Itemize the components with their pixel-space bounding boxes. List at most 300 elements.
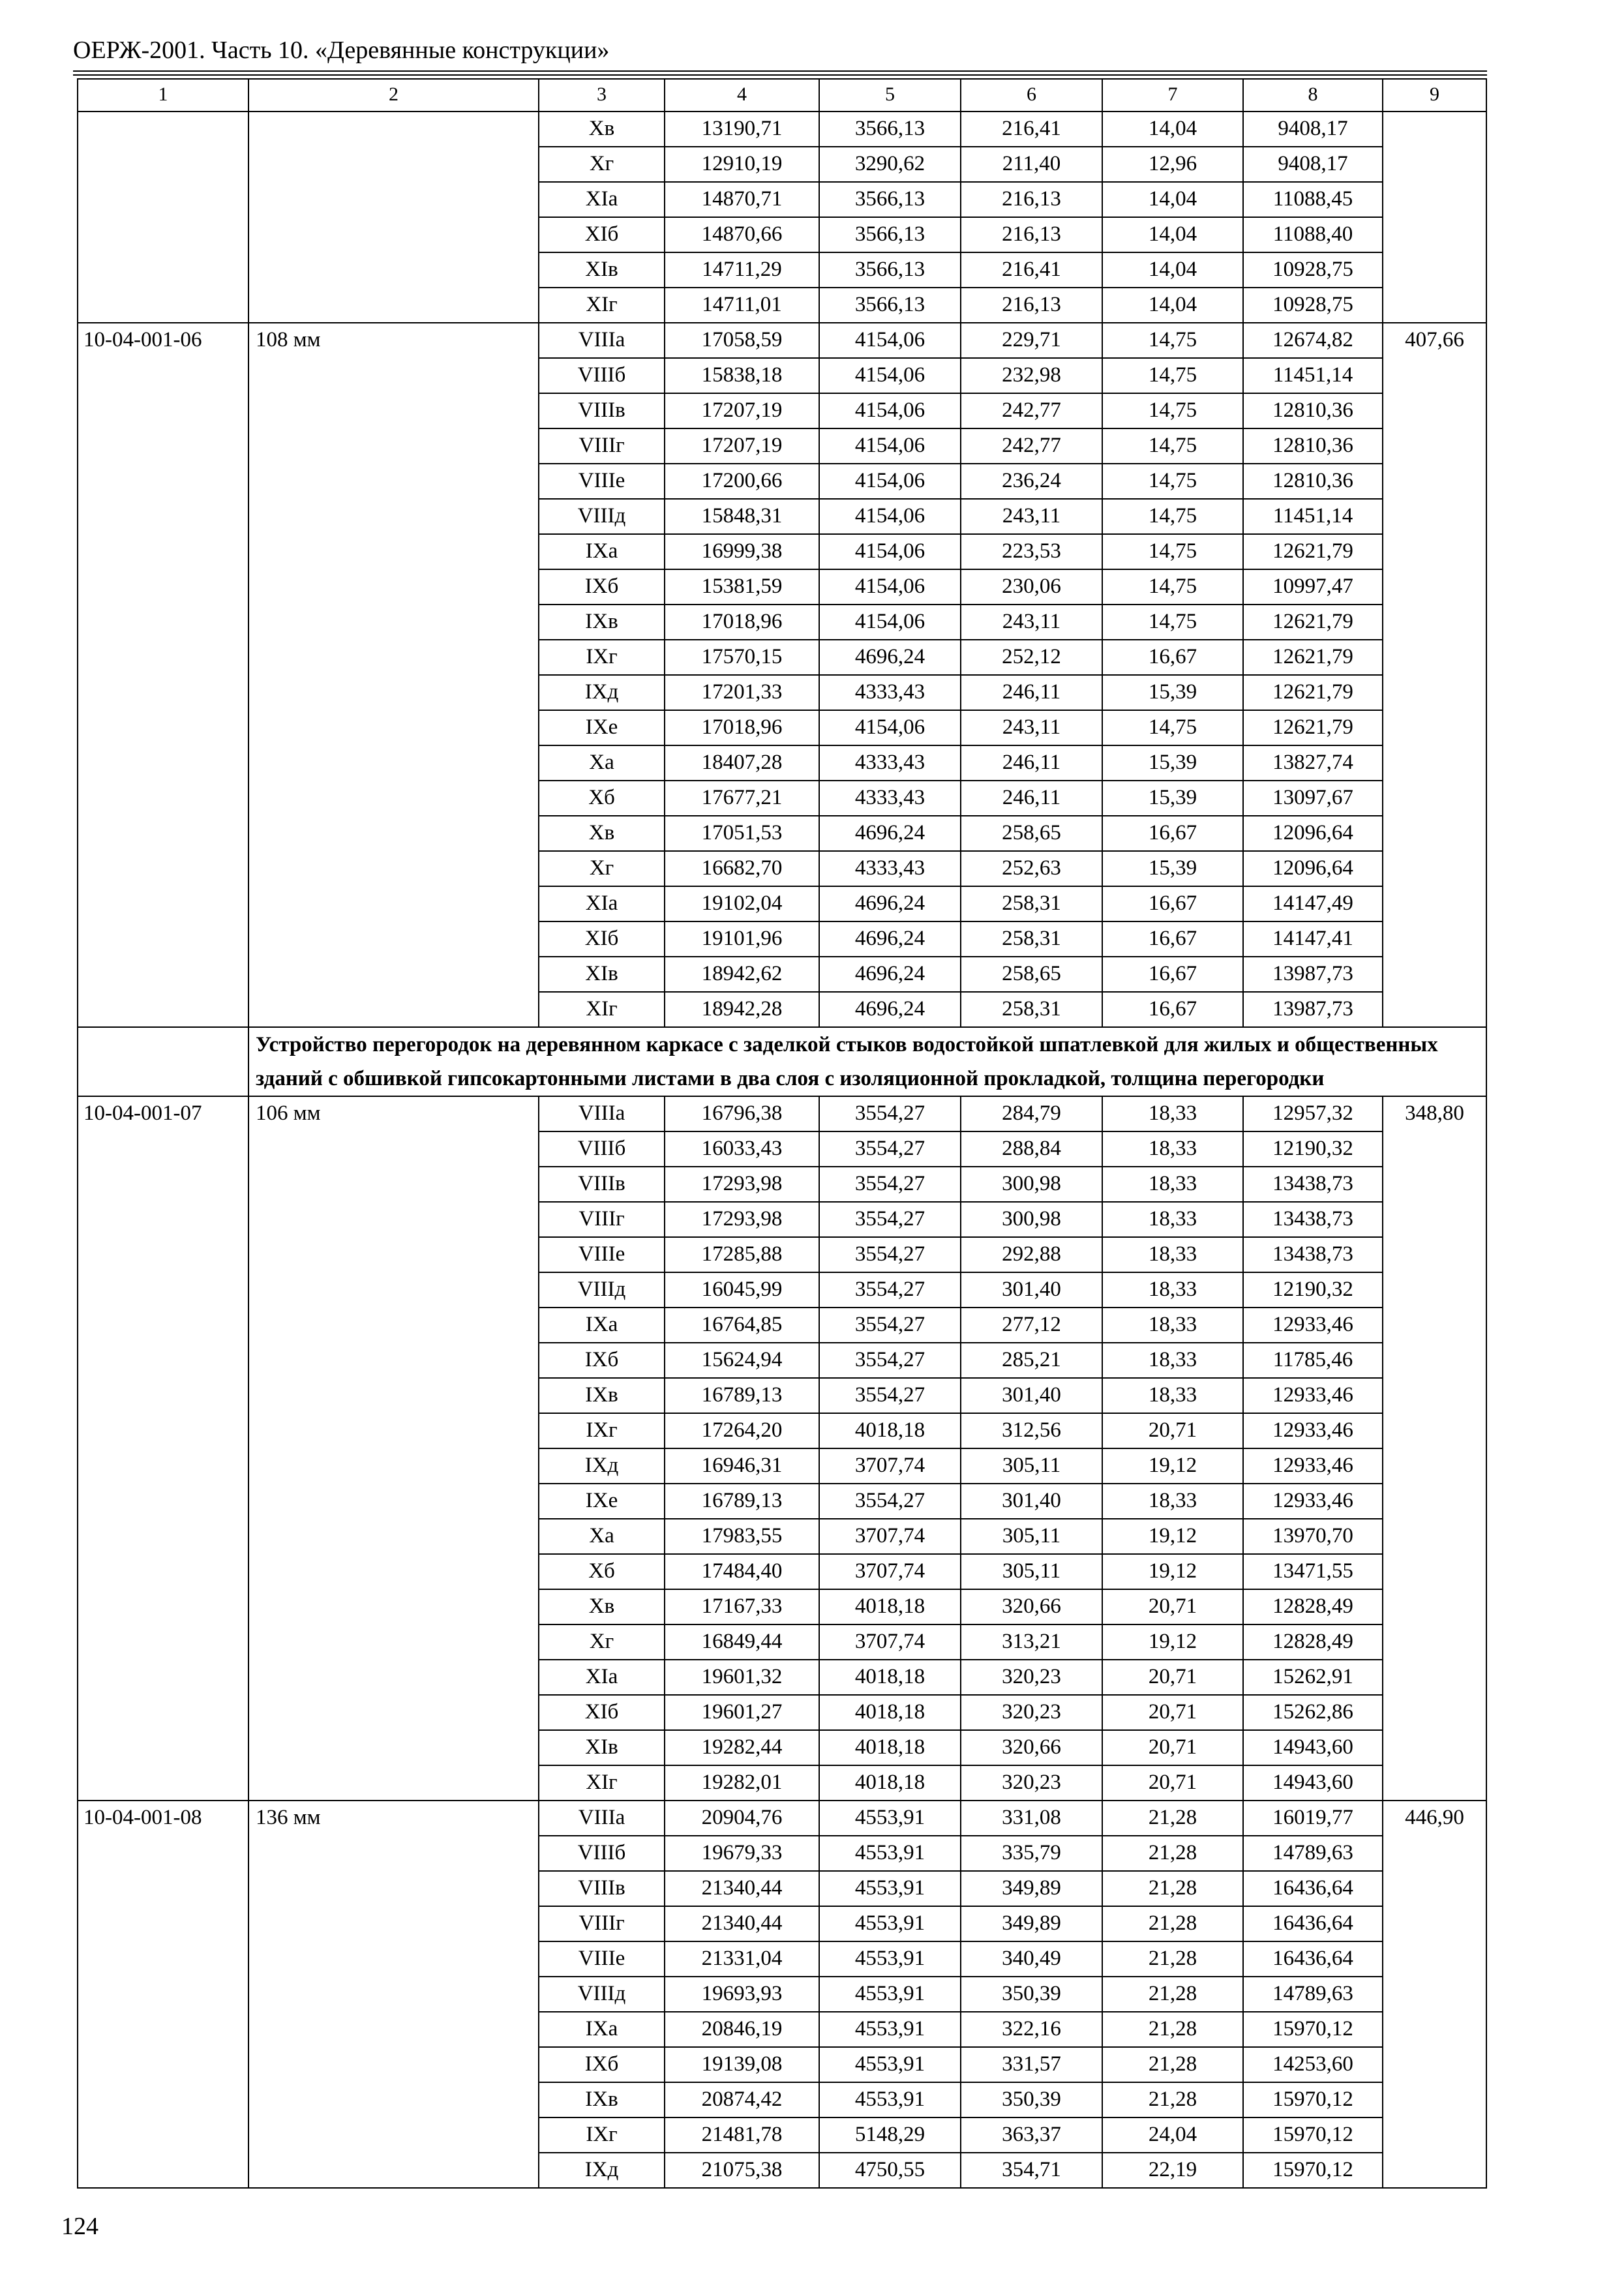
materials-cost-cell: 12828,49 bbox=[1243, 1624, 1383, 1660]
materials-cost-cell: 12933,46 bbox=[1243, 1378, 1383, 1413]
materials-cost-cell: 14147,49 bbox=[1243, 886, 1383, 921]
operator-wage-cell: 18,33 bbox=[1102, 1167, 1243, 1202]
section-header-row bbox=[78, 1027, 1486, 1096]
machine-cost-cell: 242,77 bbox=[961, 393, 1102, 428]
materials-cost-cell: 14789,63 bbox=[1243, 1977, 1383, 2012]
total-cost-cell: 17484,40 bbox=[665, 1554, 819, 1589]
labor-cost-cell: 3554,27 bbox=[819, 1484, 961, 1519]
materials-cost-cell: 12096,64 bbox=[1243, 816, 1383, 851]
machine-cost-cell: 349,89 bbox=[961, 1906, 1102, 1941]
materials-cost-cell: 16436,64 bbox=[1243, 1871, 1383, 1906]
total-cost-cell: 15838,18 bbox=[665, 358, 819, 393]
machine-cost-cell: 258,65 bbox=[961, 816, 1102, 851]
materials-cost-cell: 12621,79 bbox=[1243, 534, 1383, 569]
total-cost-cell: 17293,98 bbox=[665, 1202, 819, 1237]
labor-cost-cell: 3707,74 bbox=[819, 1448, 961, 1484]
operator-wage-cell: 15,39 bbox=[1102, 781, 1243, 816]
tariff-zone-cell: IХг bbox=[539, 1413, 665, 1448]
machine-cost-cell: 349,89 bbox=[961, 1871, 1102, 1906]
header-rule-top bbox=[73, 70, 1487, 72]
tariff-zone-cell: IХв bbox=[539, 2082, 665, 2117]
labor-cost-cell: 4154,06 bbox=[819, 710, 961, 745]
materials-cost-cell: 13987,73 bbox=[1243, 957, 1383, 992]
total-cost-cell: 21075,38 bbox=[665, 2153, 819, 2188]
labor-cost-cell: 4018,18 bbox=[819, 1730, 961, 1765]
machine-cost-cell: 216,41 bbox=[961, 112, 1102, 147]
labor-cost-cell: 4696,24 bbox=[819, 957, 961, 992]
labor-cost-cell: 4154,06 bbox=[819, 534, 961, 569]
labor-cost-cell: 4553,91 bbox=[819, 2082, 961, 2117]
operator-wage-cell: 14,75 bbox=[1102, 358, 1243, 393]
total-cost-cell: 19693,93 bbox=[665, 1977, 819, 2012]
tariff-zone-cell: VIIIд bbox=[539, 1272, 665, 1308]
machine-cost-cell: 313,21 bbox=[961, 1624, 1102, 1660]
machine-cost-cell: 312,56 bbox=[961, 1413, 1102, 1448]
labor-cost-cell: 4154,06 bbox=[819, 428, 961, 464]
labor-cost-cell: 4696,24 bbox=[819, 816, 961, 851]
operator-wage-cell: 14,75 bbox=[1102, 534, 1243, 569]
total-cost-cell: 18942,62 bbox=[665, 957, 819, 992]
column-number-cell: 1 bbox=[78, 79, 248, 112]
operator-wage-cell: 16,67 bbox=[1102, 816, 1243, 851]
materials-cost-cell: 15262,91 bbox=[1243, 1660, 1383, 1695]
total-cost-cell: 17983,55 bbox=[665, 1519, 819, 1554]
total-cost-cell: 17018,96 bbox=[665, 710, 819, 745]
materials-cost-cell: 13097,67 bbox=[1243, 781, 1383, 816]
labor-cost-cell: 4696,24 bbox=[819, 921, 961, 957]
materials-cost-cell: 14147,41 bbox=[1243, 921, 1383, 957]
labor-cost-cell: 4154,06 bbox=[819, 569, 961, 605]
total-cost-cell: 17285,88 bbox=[665, 1237, 819, 1272]
materials-cost-cell: 15970,12 bbox=[1243, 2082, 1383, 2117]
tariff-zone-cell: Хг bbox=[539, 147, 665, 182]
materials-cost-cell: 10928,75 bbox=[1243, 252, 1383, 288]
machine-cost-cell: 285,21 bbox=[961, 1343, 1102, 1378]
total-cost-cell: 16033,43 bbox=[665, 1131, 819, 1167]
operator-wage-cell: 16,67 bbox=[1102, 957, 1243, 992]
tariff-zone-cell: IХе bbox=[539, 1484, 665, 1519]
labor-cost-cell: 3554,27 bbox=[819, 1096, 961, 1131]
materials-cost-cell: 12933,46 bbox=[1243, 1413, 1383, 1448]
machine-cost-cell: 301,40 bbox=[961, 1378, 1102, 1413]
total-cost-cell: 19139,08 bbox=[665, 2047, 819, 2082]
machine-cost-cell: 258,65 bbox=[961, 957, 1102, 992]
total-cost-cell: 17201,33 bbox=[665, 675, 819, 710]
total-cost-cell: 19601,27 bbox=[665, 1695, 819, 1730]
total-cost-cell: 17207,19 bbox=[665, 393, 819, 428]
total-cost-cell: 17200,66 bbox=[665, 464, 819, 499]
operator-wage-cell: 18,33 bbox=[1102, 1343, 1243, 1378]
machine-cost-cell: 246,11 bbox=[961, 781, 1102, 816]
operator-wage-cell: 21,28 bbox=[1102, 2012, 1243, 2047]
labor-cost-cell: 4154,06 bbox=[819, 605, 961, 640]
labor-cost-cell: 3554,27 bbox=[819, 1131, 961, 1167]
total-cost-cell: 17293,98 bbox=[665, 1167, 819, 1202]
total-cost-cell: 16682,70 bbox=[665, 851, 819, 886]
tariff-zone-cell: IХб bbox=[539, 2047, 665, 2082]
rates-table bbox=[77, 78, 1487, 2189]
operator-wage-cell: 21,28 bbox=[1102, 1906, 1243, 1941]
materials-cost-cell: 9408,17 bbox=[1243, 112, 1383, 147]
labor-cost-cell: 4553,91 bbox=[819, 1906, 961, 1941]
section-description: Устройство перегородок на деревянном каркасе с заделкой стыков водостойкой шпатлевкой для жилых и общественных зданий с обшивкой гипсокартонными листами в два слоя с изоляционной прокладкой, толщина перегородки bbox=[248, 1027, 1486, 1096]
total-cost-cell: 14711,29 bbox=[665, 252, 819, 288]
machine-cost-cell: 363,37 bbox=[961, 2117, 1102, 2153]
materials-cost-cell: 13987,73 bbox=[1243, 992, 1383, 1027]
materials-cost-cell: 9408,17 bbox=[1243, 147, 1383, 182]
tariff-zone-cell: VIIIд bbox=[539, 499, 665, 534]
operator-wage-cell: 21,28 bbox=[1102, 2047, 1243, 2082]
tariff-zone-cell: VIIIв bbox=[539, 393, 665, 428]
operator-wage-cell: 18,33 bbox=[1102, 1202, 1243, 1237]
material-price-cell: 407,66 bbox=[1383, 323, 1486, 1027]
tariff-zone-cell: VIIIе bbox=[539, 1237, 665, 1272]
machine-cost-cell: 300,98 bbox=[961, 1167, 1102, 1202]
page-title: ОЕРЖ-2001. Часть 10. «Деревянные конструкции» bbox=[73, 37, 610, 64]
operator-wage-cell: 18,33 bbox=[1102, 1131, 1243, 1167]
operator-wage-cell: 18,33 bbox=[1102, 1237, 1243, 1272]
header-rule-bottom bbox=[73, 74, 1487, 76]
table-row bbox=[78, 323, 1486, 358]
labor-cost-cell: 4696,24 bbox=[819, 640, 961, 675]
tariff-zone-cell: VIIIе bbox=[539, 464, 665, 499]
machine-cost-cell: 292,88 bbox=[961, 1237, 1102, 1272]
labor-cost-cell: 4333,43 bbox=[819, 781, 961, 816]
machine-cost-cell: 223,53 bbox=[961, 534, 1102, 569]
operator-wage-cell: 16,67 bbox=[1102, 886, 1243, 921]
machine-cost-cell: 216,13 bbox=[961, 217, 1102, 252]
materials-cost-cell: 11451,14 bbox=[1243, 499, 1383, 534]
materials-cost-cell: 12096,64 bbox=[1243, 851, 1383, 886]
machine-cost-cell: 350,39 bbox=[961, 1977, 1102, 2012]
labor-cost-cell: 3554,27 bbox=[819, 1272, 961, 1308]
machine-cost-cell: 301,40 bbox=[961, 1484, 1102, 1519]
machine-cost-cell: 232,98 bbox=[961, 358, 1102, 393]
table-row bbox=[78, 1801, 1486, 1836]
operator-wage-cell: 14,75 bbox=[1102, 323, 1243, 358]
operator-wage-cell: 14,75 bbox=[1102, 710, 1243, 745]
column-number-cell: 9 bbox=[1383, 79, 1486, 112]
tariff-zone-cell: Хг bbox=[539, 1624, 665, 1660]
total-cost-cell: 19102,04 bbox=[665, 886, 819, 921]
tariff-zone-cell: VIIIе bbox=[539, 1941, 665, 1977]
machine-cost-cell: 258,31 bbox=[961, 921, 1102, 957]
labor-cost-cell: 3554,27 bbox=[819, 1237, 961, 1272]
machine-cost-cell: 246,11 bbox=[961, 745, 1102, 781]
rate-code-cell: 10-04-001-08 bbox=[78, 1801, 248, 2188]
total-cost-cell: 21481,78 bbox=[665, 2117, 819, 2153]
section-empty-cell bbox=[78, 1027, 248, 1096]
labor-cost-cell: 4333,43 bbox=[819, 745, 961, 781]
tariff-zone-cell: ХIг bbox=[539, 288, 665, 323]
tariff-zone-cell: VIIIг bbox=[539, 1202, 665, 1237]
tariff-zone-cell: ХIг bbox=[539, 1765, 665, 1801]
materials-cost-cell: 12621,79 bbox=[1243, 605, 1383, 640]
tariff-zone-cell: Ха bbox=[539, 745, 665, 781]
rate-code-cell: 10-04-001-06 bbox=[78, 323, 248, 1027]
total-cost-cell: 14711,01 bbox=[665, 288, 819, 323]
operator-wage-cell: 16,67 bbox=[1102, 992, 1243, 1027]
labor-cost-cell: 3554,27 bbox=[819, 1167, 961, 1202]
labor-cost-cell: 3707,74 bbox=[819, 1624, 961, 1660]
materials-cost-cell: 13438,73 bbox=[1243, 1202, 1383, 1237]
thickness-cell: 136 мм bbox=[248, 1801, 539, 2188]
operator-wage-cell: 24,04 bbox=[1102, 2117, 1243, 2153]
operator-wage-cell: 21,28 bbox=[1102, 2082, 1243, 2117]
machine-cost-cell: 242,77 bbox=[961, 428, 1102, 464]
tariff-zone-cell: IХе bbox=[539, 710, 665, 745]
labor-cost-cell: 5148,29 bbox=[819, 2117, 961, 2153]
materials-cost-cell: 14943,60 bbox=[1243, 1765, 1383, 1801]
machine-cost-cell: 211,40 bbox=[961, 147, 1102, 182]
column-number-cell: 4 bbox=[665, 79, 819, 112]
machine-cost-cell: 320,23 bbox=[961, 1695, 1102, 1730]
labor-cost-cell: 3566,13 bbox=[819, 182, 961, 217]
tariff-zone-cell: IХб bbox=[539, 1343, 665, 1378]
total-cost-cell: 16999,38 bbox=[665, 534, 819, 569]
total-cost-cell: 16764,85 bbox=[665, 1308, 819, 1343]
tariff-zone-cell: IХг bbox=[539, 640, 665, 675]
total-cost-cell: 19282,01 bbox=[665, 1765, 819, 1801]
operator-wage-cell: 20,71 bbox=[1102, 1695, 1243, 1730]
labor-cost-cell: 4154,06 bbox=[819, 464, 961, 499]
machine-cost-cell: 252,63 bbox=[961, 851, 1102, 886]
total-cost-cell: 15381,59 bbox=[665, 569, 819, 605]
machine-cost-cell: 340,49 bbox=[961, 1941, 1102, 1977]
operator-wage-cell: 12,96 bbox=[1102, 147, 1243, 182]
labor-cost-cell: 4553,91 bbox=[819, 1836, 961, 1871]
materials-cost-cell: 16436,64 bbox=[1243, 1906, 1383, 1941]
labor-cost-cell: 4018,18 bbox=[819, 1589, 961, 1624]
machine-cost-cell: 300,98 bbox=[961, 1202, 1102, 1237]
materials-cost-cell: 16019,77 bbox=[1243, 1801, 1383, 1836]
tariff-zone-cell: IХд bbox=[539, 675, 665, 710]
total-cost-cell: 17207,19 bbox=[665, 428, 819, 464]
materials-cost-cell: 15970,12 bbox=[1243, 2117, 1383, 2153]
operator-wage-cell: 18,33 bbox=[1102, 1096, 1243, 1131]
operator-wage-cell: 18,33 bbox=[1102, 1378, 1243, 1413]
total-cost-cell: 17570,15 bbox=[665, 640, 819, 675]
operator-wage-cell: 16,67 bbox=[1102, 640, 1243, 675]
tariff-zone-cell: IХв bbox=[539, 1378, 665, 1413]
machine-cost-cell: 305,11 bbox=[961, 1448, 1102, 1484]
machine-cost-cell: 284,79 bbox=[961, 1096, 1102, 1131]
tariff-zone-cell: Хв bbox=[539, 816, 665, 851]
materials-cost-cell: 10997,47 bbox=[1243, 569, 1383, 605]
materials-cost-cell: 11451,14 bbox=[1243, 358, 1383, 393]
total-cost-cell: 20874,42 bbox=[665, 2082, 819, 2117]
operator-wage-cell: 15,39 bbox=[1102, 675, 1243, 710]
materials-cost-cell: 12810,36 bbox=[1243, 393, 1383, 428]
operator-wage-cell: 21,28 bbox=[1102, 1941, 1243, 1977]
operator-wage-cell: 20,71 bbox=[1102, 1730, 1243, 1765]
materials-cost-cell: 12621,79 bbox=[1243, 675, 1383, 710]
tariff-zone-cell: VIIIг bbox=[539, 428, 665, 464]
machine-cost-cell: 252,12 bbox=[961, 640, 1102, 675]
materials-cost-cell: 12621,79 bbox=[1243, 710, 1383, 745]
total-cost-cell: 19679,33 bbox=[665, 1836, 819, 1871]
labor-cost-cell: 4553,91 bbox=[819, 1941, 961, 1977]
tariff-zone-cell: VIIIа bbox=[539, 1801, 665, 1836]
labor-cost-cell: 4333,43 bbox=[819, 675, 961, 710]
total-cost-cell: 18407,28 bbox=[665, 745, 819, 781]
tariff-zone-cell: ХIа bbox=[539, 182, 665, 217]
labor-cost-cell: 3566,13 bbox=[819, 112, 961, 147]
materials-cost-cell: 13827,74 bbox=[1243, 745, 1383, 781]
operator-wage-cell: 18,33 bbox=[1102, 1484, 1243, 1519]
materials-cost-cell: 12621,79 bbox=[1243, 640, 1383, 675]
materials-cost-cell: 12933,46 bbox=[1243, 1308, 1383, 1343]
operator-wage-cell: 19,12 bbox=[1102, 1448, 1243, 1484]
operator-wage-cell: 14,04 bbox=[1102, 217, 1243, 252]
total-cost-cell: 17264,20 bbox=[665, 1413, 819, 1448]
machine-cost-cell: 277,12 bbox=[961, 1308, 1102, 1343]
tariff-zone-cell: ХIа bbox=[539, 886, 665, 921]
tariff-zone-cell: ХIв bbox=[539, 957, 665, 992]
operator-wage-cell: 20,71 bbox=[1102, 1413, 1243, 1448]
machine-cost-cell: 322,16 bbox=[961, 2012, 1102, 2047]
machine-cost-cell: 335,79 bbox=[961, 1836, 1102, 1871]
tariff-zone-cell: VIIIб bbox=[539, 1836, 665, 1871]
labor-cost-cell: 3554,27 bbox=[819, 1378, 961, 1413]
thickness-cell: 106 мм bbox=[248, 1096, 539, 1801]
total-cost-cell: 21340,44 bbox=[665, 1871, 819, 1906]
labor-cost-cell: 3554,27 bbox=[819, 1202, 961, 1237]
labor-cost-cell: 4553,91 bbox=[819, 1977, 961, 2012]
total-cost-cell: 13190,71 bbox=[665, 112, 819, 147]
labor-cost-cell: 4018,18 bbox=[819, 1660, 961, 1695]
operator-wage-cell: 21,28 bbox=[1102, 1977, 1243, 2012]
tariff-zone-cell: Хв bbox=[539, 1589, 665, 1624]
labor-cost-cell: 3566,13 bbox=[819, 217, 961, 252]
total-cost-cell: 21331,04 bbox=[665, 1941, 819, 1977]
materials-cost-cell: 11088,40 bbox=[1243, 217, 1383, 252]
table-row bbox=[78, 1096, 1486, 1131]
total-cost-cell: 19601,32 bbox=[665, 1660, 819, 1695]
tariff-zone-cell: VIIIб bbox=[539, 358, 665, 393]
materials-cost-cell: 13438,73 bbox=[1243, 1237, 1383, 1272]
operator-wage-cell: 14,75 bbox=[1102, 393, 1243, 428]
thickness-cell: 108 мм bbox=[248, 323, 539, 1027]
tariff-zone-cell: IХг bbox=[539, 2117, 665, 2153]
total-cost-cell: 15848,31 bbox=[665, 499, 819, 534]
tariff-zone-cell: Ха bbox=[539, 1519, 665, 1554]
operator-wage-cell: 19,12 bbox=[1102, 1519, 1243, 1554]
tariff-zone-cell: ХIг bbox=[539, 992, 665, 1027]
machine-cost-cell: 331,57 bbox=[961, 2047, 1102, 2082]
machine-cost-cell: 305,11 bbox=[961, 1519, 1102, 1554]
labor-cost-cell: 4018,18 bbox=[819, 1765, 961, 1801]
materials-cost-cell: 12190,32 bbox=[1243, 1131, 1383, 1167]
total-cost-cell: 20904,76 bbox=[665, 1801, 819, 1836]
operator-wage-cell: 14,75 bbox=[1102, 428, 1243, 464]
materials-cost-cell: 15970,12 bbox=[1243, 2153, 1383, 2188]
total-cost-cell: 17058,59 bbox=[665, 323, 819, 358]
machine-cost-cell: 216,13 bbox=[961, 288, 1102, 323]
material-price-cell: 446,90 bbox=[1383, 1801, 1486, 2188]
labor-cost-cell: 3554,27 bbox=[819, 1343, 961, 1378]
tariff-zone-cell: VIIIб bbox=[539, 1131, 665, 1167]
machine-cost-cell: 216,41 bbox=[961, 252, 1102, 288]
tariff-zone-cell: ХIв bbox=[539, 252, 665, 288]
thickness-cell bbox=[248, 112, 539, 323]
tariff-zone-cell: ХIа bbox=[539, 1660, 665, 1695]
machine-cost-cell: 301,40 bbox=[961, 1272, 1102, 1308]
column-number-cell: 8 bbox=[1243, 79, 1383, 112]
materials-cost-cell: 12674,82 bbox=[1243, 323, 1383, 358]
tariff-zone-cell: Хг bbox=[539, 851, 665, 886]
materials-cost-cell: 12810,36 bbox=[1243, 464, 1383, 499]
materials-cost-cell: 12810,36 bbox=[1243, 428, 1383, 464]
tariff-zone-cell: ХIб bbox=[539, 1695, 665, 1730]
operator-wage-cell: 20,71 bbox=[1102, 1589, 1243, 1624]
column-number-cell: 7 bbox=[1102, 79, 1243, 112]
machine-cost-cell: 331,08 bbox=[961, 1801, 1102, 1836]
machine-cost-cell: 230,06 bbox=[961, 569, 1102, 605]
total-cost-cell: 15624,94 bbox=[665, 1343, 819, 1378]
tariff-zone-cell: VIIIа bbox=[539, 323, 665, 358]
tariff-zone-cell: Хв bbox=[539, 112, 665, 147]
materials-cost-cell: 14943,60 bbox=[1243, 1730, 1383, 1765]
tariff-zone-cell: VIIIв bbox=[539, 1167, 665, 1202]
total-cost-cell: 14870,66 bbox=[665, 217, 819, 252]
labor-cost-cell: 3290,62 bbox=[819, 147, 961, 182]
total-cost-cell: 19282,44 bbox=[665, 1730, 819, 1765]
total-cost-cell: 16796,38 bbox=[665, 1096, 819, 1131]
materials-cost-cell: 14253,60 bbox=[1243, 2047, 1383, 2082]
materials-cost-cell: 11088,45 bbox=[1243, 182, 1383, 217]
machine-cost-cell: 229,71 bbox=[961, 323, 1102, 358]
operator-wage-cell: 18,33 bbox=[1102, 1272, 1243, 1308]
operator-wage-cell: 19,12 bbox=[1102, 1554, 1243, 1589]
labor-cost-cell: 4696,24 bbox=[819, 886, 961, 921]
materials-cost-cell: 13970,70 bbox=[1243, 1519, 1383, 1554]
operator-wage-cell: 21,28 bbox=[1102, 1801, 1243, 1836]
total-cost-cell: 12910,19 bbox=[665, 147, 819, 182]
operator-wage-cell: 14,75 bbox=[1102, 499, 1243, 534]
tariff-zone-cell: IХа bbox=[539, 2012, 665, 2047]
operator-wage-cell: 22,19 bbox=[1102, 2153, 1243, 2188]
tariff-zone-cell: IХд bbox=[539, 2153, 665, 2188]
materials-cost-cell: 10928,75 bbox=[1243, 288, 1383, 323]
operator-wage-cell: 21,28 bbox=[1102, 1871, 1243, 1906]
table-row bbox=[78, 112, 1486, 147]
machine-cost-cell: 258,31 bbox=[961, 992, 1102, 1027]
labor-cost-cell: 4553,91 bbox=[819, 2012, 961, 2047]
labor-cost-cell: 3707,74 bbox=[819, 1519, 961, 1554]
column-number-cell: 5 bbox=[819, 79, 961, 112]
column-number-cell: 6 bbox=[961, 79, 1102, 112]
machine-cost-cell: 288,84 bbox=[961, 1131, 1102, 1167]
tariff-zone-cell: VIIIа bbox=[539, 1096, 665, 1131]
total-cost-cell: 17167,33 bbox=[665, 1589, 819, 1624]
operator-wage-cell: 14,04 bbox=[1102, 288, 1243, 323]
operator-wage-cell: 14,75 bbox=[1102, 464, 1243, 499]
materials-cost-cell: 12933,46 bbox=[1243, 1448, 1383, 1484]
total-cost-cell: 17018,96 bbox=[665, 605, 819, 640]
column-number-row bbox=[78, 79, 1486, 112]
materials-cost-cell: 12933,46 bbox=[1243, 1484, 1383, 1519]
operator-wage-cell: 16,67 bbox=[1102, 921, 1243, 957]
page-number: 124 bbox=[61, 2213, 98, 2240]
machine-cost-cell: 246,11 bbox=[961, 675, 1102, 710]
total-cost-cell: 16946,31 bbox=[665, 1448, 819, 1484]
operator-wage-cell: 14,04 bbox=[1102, 182, 1243, 217]
total-cost-cell: 18942,28 bbox=[665, 992, 819, 1027]
materials-cost-cell: 11785,46 bbox=[1243, 1343, 1383, 1378]
tariff-zone-cell: Хб bbox=[539, 781, 665, 816]
operator-wage-cell: 20,71 bbox=[1102, 1765, 1243, 1801]
